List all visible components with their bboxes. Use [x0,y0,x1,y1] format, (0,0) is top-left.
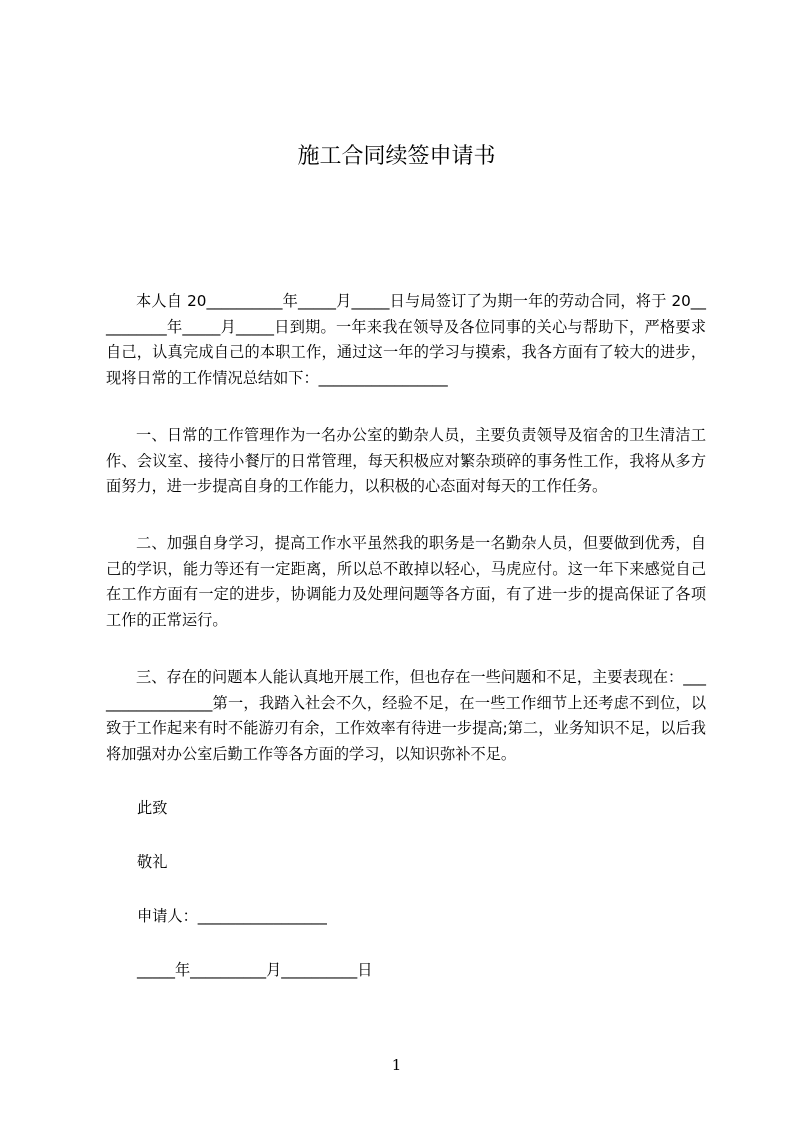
page-number: 1 [391,1056,402,1074]
applicant-signature-line: 申请人：_________________ [137,907,327,925]
date-line: _____年__________月__________日 [137,961,373,979]
document-title: 施工合同续签申请书 [297,144,496,169]
closing-regards: 敬礼 [137,853,168,871]
paragraph-daily-work: 一、日常的工作管理作为一名办公室的勤杂人员，主要负责领导及宿舍的卫生清洁工作、会议室、接待小餐厅的日常管理，每天积极应对繁杂琐碎的事务性工作，我将从多方面努力，进一步提高自身的工作能力，以积极的心态面对每天的工作任务。 [106,426,706,495]
paragraph-problems: 三、存在的问题本人能认真地开展工作，但也存在一些问题和不足，主要表现在：_________________第一，我踏入社会不久，经验不足，在一些工作细节上还考虑不到位，以致于工作起来有时不能游刃有余，工作效率有待进一步提高;第二，业务知识不足，以后我将加强对办公室后勤工作等各方面的学习，以知识弥补不足。 [106,668,706,763]
paragraph-self-study: 二、加强自身学习，提高工作水平虽然我的职务是一名勤杂人员，但要做到优秀，自己的学识，能力等还有一定距离，所以总不敢掉以轻心，马虎应付。这一年下来感觉自己在工作方面有一定的进步，协调能力及处理问题等各方面，有了进一步的提高保证了各项工作的正常运行。 [106,534,706,629]
closing-salutation: 此致 [137,799,168,817]
paragraph-intro: 本人自 20__________年_____月_____日与局签订了为期一年的劳动合同，将于 20__________年_____月_____日到期。一年来我在领导及各位同事的关心与帮助下，严格要求自己，认真完成自己的本职工作，通过这一年的学习与摸索，我各方面有了较大的进步，现将日常的工作情况总结如下：_________________ [106,292,706,387]
